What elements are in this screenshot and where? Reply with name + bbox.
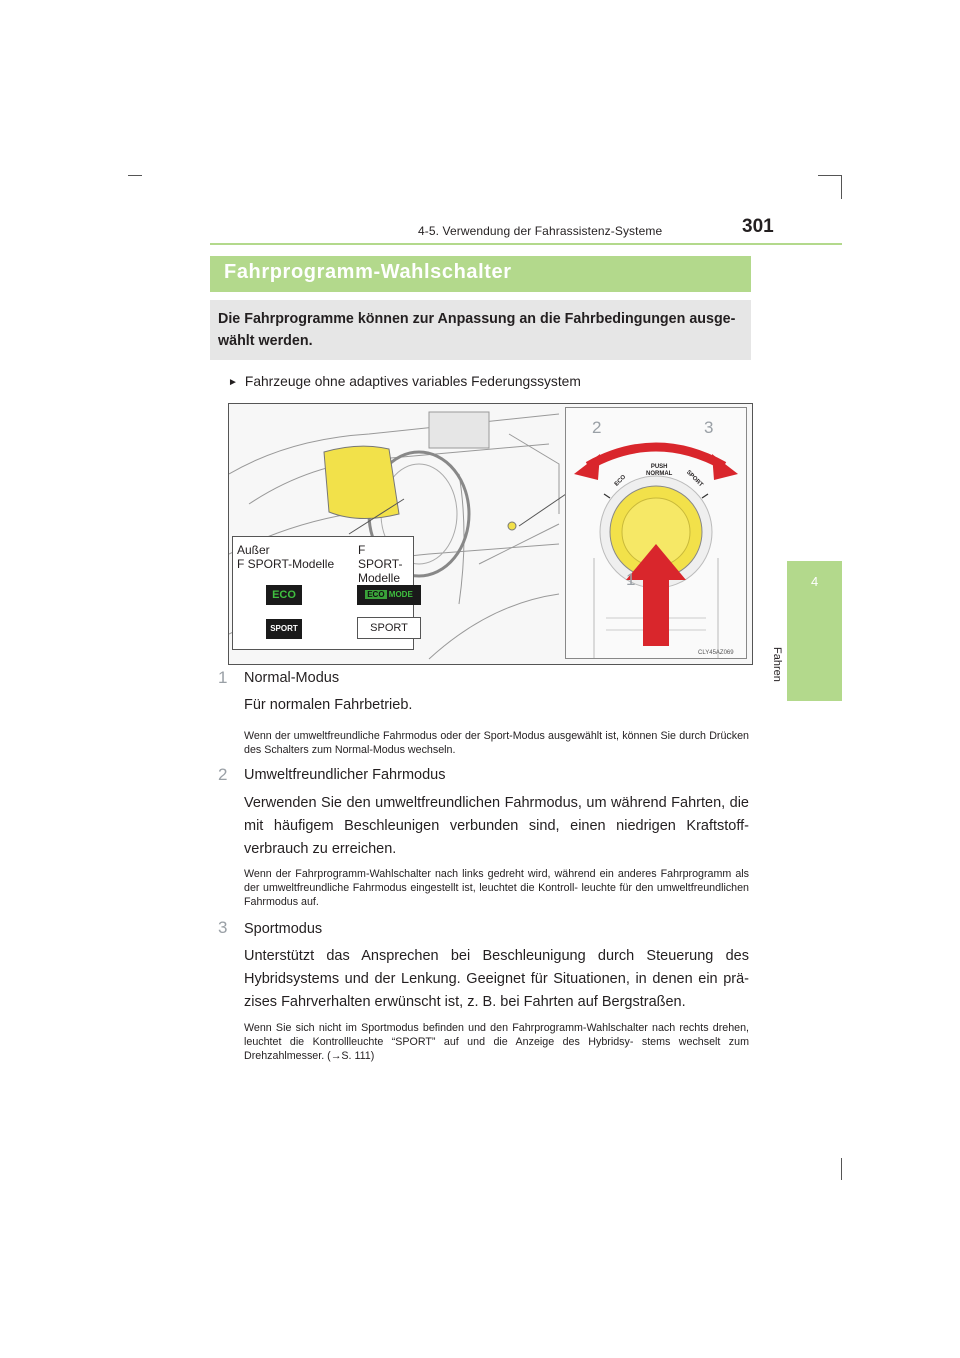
header-rule	[210, 243, 842, 245]
selector-closeup	[565, 407, 747, 659]
bullet-text: Fahrzeuge ohne adaptives variables Federungssystem	[244, 374, 581, 389]
item-1-title: Normal-Modus	[244, 670, 340, 686]
item-1-number-icon: 1	[218, 668, 228, 687]
item-1-body: Für normalen Fahrbetrieb.	[244, 697, 413, 713]
crop-mark	[841, 1158, 842, 1180]
section-title-bar	[210, 256, 751, 292]
selector-drawing	[566, 408, 746, 658]
bullet-heading	[228, 374, 581, 389]
page-number: 301	[742, 216, 774, 237]
legend-col2-label: F SPORT- Modelle	[358, 543, 403, 585]
eco-indicator-lamp: ECO	[266, 585, 302, 605]
callout-3: 3	[704, 418, 714, 437]
callout-2: 2	[592, 418, 602, 437]
normal-text: NORMAL	[646, 471, 673, 477]
section-title: Fahrprogramm-Wahlschalter	[224, 261, 512, 283]
item-2-body: Verwenden Sie den umweltfreundlichen Fahrmodus, um während Fahrten, die mit häufigem Beschleunigen verbunden sind, einen niedrigen Kraftstoff- verbrauch zu erreichen.	[244, 795, 749, 857]
bullet-triangle-icon: ►	[228, 377, 238, 388]
chapter-number: 4	[811, 574, 819, 589]
running-header: 4-5. Verwendung der Fahrassistenz-Systeme	[418, 224, 663, 238]
callout-1: 1	[626, 570, 636, 589]
item-3-body: Unterstützt das Ansprechen bei Beschleunigung durch Steuerung des Hybridsystems und der Lenkung. Geeignet für Situationen, in denen ein prä- zises Fahrverhalten erwünscht ist, z. B. bei Fahrten auf Bergstraßen.	[244, 948, 749, 1010]
chapter-label: Fahren	[771, 647, 783, 682]
sport-indicator-lamp: SPORT	[266, 619, 302, 639]
item-2-title: Umweltfreundlicher Fahrmodus	[244, 767, 446, 783]
indicator-legend	[232, 536, 414, 650]
eco-mode-indicator-lamp	[357, 585, 421, 605]
intro-box	[210, 300, 751, 360]
dial-eco-label: ECO	[613, 474, 628, 488]
item-3-number-icon: 3	[218, 918, 228, 937]
item-1-note: Wenn der umweltfreundliche Fahrmodus oder der Sport-Modus ausgewählt ist, können Sie durch Drücken des Schalters zum Normal-Modus wechseln.	[244, 730, 749, 756]
sport-indicator-outline: SPORT	[357, 617, 421, 639]
crop-mark	[841, 175, 842, 199]
eco-mode-eco: ECO	[367, 590, 385, 599]
dial-push-label	[646, 464, 672, 478]
crop-mark	[818, 175, 842, 176]
item-2-number-icon: 2	[218, 765, 228, 784]
figure-code: CLY45AZ069	[698, 650, 734, 656]
item-3-note: Wenn Sie sich nicht im Sportmodus befinden und den Fahrprogramm-Wahlschalter nach rechts drehen, leuchtet die Kontrollleuchte “SPORT” auf und die Anzeige des Hybridsy- stems wechselt zum Drehzahlmesser. (→S. 111)	[244, 1022, 749, 1062]
dial-sport-label: SPORT	[684, 469, 704, 489]
eco-mode-mode: MODE	[388, 590, 413, 599]
item-3-title: Sportmodus	[244, 921, 323, 937]
legend-col1-label: Außer F SPORT-Modelle	[237, 543, 335, 571]
item-2-note: Wenn der Fahrprogramm-Wahlschalter nach links gedreht wird, während ein anderes Fahrprogramm als der umweltfreundliche Fahrmodus eingestellt ist, leuchtet die Kontroll- leuchte für den umweltfreundlichen Fahrmodus auf.	[244, 868, 749, 908]
push-text: PUSH	[650, 464, 668, 470]
crop-mark	[128, 175, 142, 176]
intro-text: Die Fahrprogramme können zur Anpassung an die Fahrbedingungen ausge- wählt werden.	[218, 311, 736, 349]
